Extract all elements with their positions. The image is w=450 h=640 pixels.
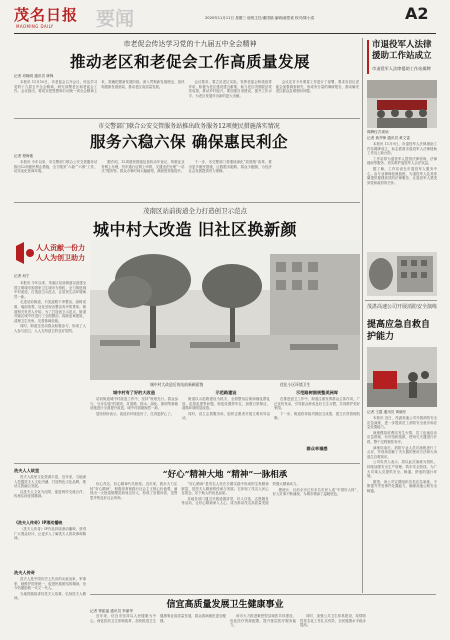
services-body: 本报讯 今年以来，市交警部门联合公安交管服务站推出12项便民利企措施，全力服务“六稳”“六保”工作，切实优化营商环境。 据介绍，12项便民措施包括机动车登记、驾驶证业务网上办理，货车通行证网上申领，交通违法处理“一站式”服务等。群众办事时间大幅缩短，满意度持续提升。 下一步，市交警部门将继续深化“放管服”改革，推出更多便民措施，让数据多跑路、群众少跑腿，为经济社会发展提供有力保障。: [14, 160, 272, 174]
caption-2: 优化小区环境卫生: [280, 382, 311, 387]
renovation-body-left: 本报讯 今年以来，茂南区站前街道以创建全国文明城市和国家卫生城市为契机，全力推进城中村改造，打造创卫示范点，让居民生活环境焕然一新。 走进站前街道，只见道路干净整洁，绿树成荫，墙面美观，处处呈现出整洁有序的景象。街道相关负责人介绍，为了打造创卫示范点，街道对辖区城中村进行了全面整治，拆除违章建筑，清理卫生死角，完善基础设施。 同时，街道还发动群众积极参与，形成了人人参与创卫、人人支持创卫的良好氛围。: [14, 281, 86, 333]
veterans-photo-caption: 揭牌仪式现场: [367, 130, 389, 134]
health-byline: 记者 钟振福 通讯员 李丽华: [90, 609, 133, 613]
newspaper-logo: 茂名日报: [14, 6, 79, 24]
divider-3: [14, 463, 360, 464]
divider-1: [14, 118, 360, 119]
highway-kicker: 茂湛高速公司开展消防安全演练: [367, 304, 438, 310]
renovation-byline: 记者 何宁: [14, 274, 30, 278]
spirit-headline: “好心”精神大地 “精神”一脉相承: [162, 470, 288, 480]
veterans-headline: 市退役军人法律援助工作站成立: [372, 40, 432, 61]
people-subhead-2: 《冼夫人传奇》IP滚动播映: [14, 520, 63, 525]
divider-2: [14, 202, 360, 203]
highway-body: 本报讯 近日，茂湛高速公司开展消防安全应急演练，进一步提高员工消防安全意识和应急处置能力。 演练模拟收费站发生火情，员工迅速启动应急预案，有序组织疏散，使用灭火器进行扑救，整个过程紧张有序。 演练结束后，消防专业人员对演练进行了点评，并现场讲解了灭火器的使用方法和火场逃生自救知识。 公司负责人表示，将以此次演练为契机，持续加强安全生产管理，筑牢安全防线，为广大司乘人员提供安全、畅通、舒适的通行环境。 据悉，该公司定期组织各类应急演练，不断提升突发事件处置能力，确保高速公路安全畅通。: [367, 416, 437, 493]
renovation-subhead-3: 示范路树据规整美洲库: [296, 390, 338, 395]
right-column-divider: [362, 38, 363, 593]
renovation-subhead-4: 群众幸福感: [306, 446, 328, 451]
veterans-body: 本报讯 11月9日，市退役军人法律援助工作站揭牌成立，标志着我市退役军人法律援助工作迈上新台阶。 工作站将为退役军人提供法律咨询、法律援助等服务，切实维护退役军人合法权益。 据了解，工作站设在市退役军人服务中心，由专业律师轮流值班，为退役军人及其家属提供便捷高效的法律服务，让退役军人感受到党和政府的关怀。: [367, 142, 437, 185]
people-body-1: 冼夫人故里文化资源丰富，近年来，当地深入挖掘冼夫人文化内涵，打造特色文化品牌，推动文旅融合发展。 以冼夫人文化为纽带，促进两岸交流合作，传承弘扬爱国精神。: [14, 475, 86, 499]
lead-byline: 记者 邓晓明 通讯员 林锋: [14, 74, 54, 78]
renovation-body-right: 在推进创卫工作中，街道注重发挥群众主体作用，广泛宣传发动，引导群众养成良好卫生习惯，共同维护美好家园。 下一步，街道将持续巩固创卫成果，建立长效管理机制。: [274, 397, 360, 421]
people-body-3: 冼夫人是中国历史上杰出的女政治家、军事家，她维护国家统一、促进民族团结的精神，至今仍激励着一代又一代人。 当地将继续讲好冼夫人故事，弘扬冼夫人精神。: [14, 577, 86, 601]
issue-info: 2020年11月11日 星期三 值班主任/谢国瑞 编辑/谢思欢 校对/陈小清: [205, 16, 315, 20]
section-title: 要闻: [96, 8, 135, 30]
renovation-subhead-2: 示范路建设: [215, 390, 237, 395]
renovation-body-mid2: 街道以示范路建设为抓手，全面整治沿街商铺乱摆乱放、乱搭乱建等问题，规范设置停车位，加强日常保洁，道路环境明显改善。 同时，设立志愿服务岗，组织志愿者开展文明劝导活动。: [182, 397, 270, 421]
people-body-2: 《冼夫人传奇》IP作品持续滚动播映，获得广大观众好评，让更多人了解冼夫人的故事和精神。: [14, 527, 86, 541]
lead-headline: 推动老区和老促会工作高质量发展: [69, 52, 310, 71]
newspaper-logo-english: MAOMING DAILY: [16, 24, 54, 29]
photo-street-scene: [90, 240, 360, 380]
divider-right-1: [365, 300, 437, 301]
veterans-subtitle: 市退役军人法律援助工作站揭牌: [372, 66, 431, 71]
renovation-photo-caption: 城中村大改造后的站前新颜面貌: [150, 382, 204, 387]
spirit-body: 好心茂名，好心精神代代相传。近年来，我市大力弘扬“好心精神”，积极培育和践行社会主义核心价值观，涌现出一大批道德模范和身边好人，形成了崇德向善、见贤思齐的良好社会风尚。 “好心精神”是茂名人民在长期实践中形成的宝贵精神财富，是冼夫人精神的传承与发展。它体现了茂名人民心存善念、乐于助人的优良品质。 各地各部门通过开展道德讲堂、好人评选、志愿服务等活动，让好心精神深入人心，成为推动茂名高质量发展的强大精神动力。 据统计，目前全市已有多名市民入选“中国好人榜”，好人好事不断涌现，为城市增添了温暖底色。: [90, 482, 360, 506]
photo-drill: [367, 347, 437, 407]
renovation-kicker: 茂南区站前街道全力打造创卫示范点: [143, 207, 247, 215]
veterans-accent-bar: [367, 40, 369, 74]
lead-body: 本报讯 11月10日，市老促会召开会议，传达学习党的十九届五中全会精神，研究部署老区和老促会工作。会议指出，要切实把思想和行动统一到全会精神上来，准确把握新发展阶段、深入贯彻新发展理念、加快构建新发展格局，推动老区高质量发展。 会议要求，要立足老区实际，发挥老促会桥梁纽带作用，积极为老区建设建言献策，助力老区巩固脱贫攻坚成果，推动乡村振兴。要加强自身建设，提升工作水平，为老区发展作出新的更大贡献。 会议还对今冬明春工作进行了部署，要求各县区老促会加强调查研究，形成有分量的调研报告，推动解决老区群众急难愁盼问题。: [14, 80, 359, 98]
highway-photo: [367, 347, 437, 407]
people-subhead-3: 冼夫人传奇: [14, 570, 35, 575]
veterans-photo-2: [367, 252, 437, 296]
photo-building: [367, 252, 437, 296]
health-headline: 信宜高质量发展卫生健康事业: [166, 600, 284, 610]
renovation-headline: 城中村大改造 旧社区换新颜: [92, 220, 298, 239]
masthead: [0, 0, 450, 40]
services-byline: 记者 程海艳: [14, 154, 34, 158]
veterans-byline: 记者 黄齐锋 通讯员 黄文雷: [367, 136, 410, 140]
highway-headline: 提高应急自救自护能力: [367, 320, 431, 342]
page-number: A2: [405, 4, 429, 23]
banner-line-1: 人人贡献一份力: [36, 244, 85, 252]
creation-banner: [14, 240, 86, 266]
lead-kicker: 市老促会传达学习党的十九届五中全会精神: [123, 40, 257, 48]
services-kicker: 市交警部门联合公安交管服务站推出政务服务12项便民措施落实情况: [98, 123, 280, 130]
highway-byline: 记者 王霞 通讯员 黄晓东: [367, 410, 407, 414]
veterans-photo: [367, 80, 437, 128]
people-subhead-1: 冼夫人人故里: [14, 468, 40, 473]
masthead-rule: [14, 33, 436, 34]
renovation-photo: [90, 240, 360, 380]
banner-line-2: 人人为创卫助力: [36, 254, 85, 262]
health-body: 近年来，信宜市坚持以人民健康为中心，深化医药卫生体制改革，加快推进卫生健康事业高质量发展，群众看病就医更加便捷。 该市大力推进紧密型县域医共体建设，优化医疗资源配置，提升基层医疗服务能力。 同时，加强公共卫生体系建设，疫情防控常态化工作扎实有效，全民健康水平稳步提高。: [90, 614, 366, 628]
renovation-subhead-1: 城中村有了好的大改造: [113, 390, 155, 395]
services-headline: 服务六稳六保 确保惠民利企: [90, 132, 288, 151]
renovation-body-mid: 站前街道城中村改造工作中，坚持“规划先行、群众参与、分步实施”的原则，对道路、排水、绿化、照明等基础设施进行全面提升改造，城中村面貌焕然一新。 居民纷纷表示，改造后环境变好了，住得更舒心了。: [90, 397, 178, 416]
photo-ceremony: [367, 80, 437, 128]
divider-4: [90, 594, 436, 595]
